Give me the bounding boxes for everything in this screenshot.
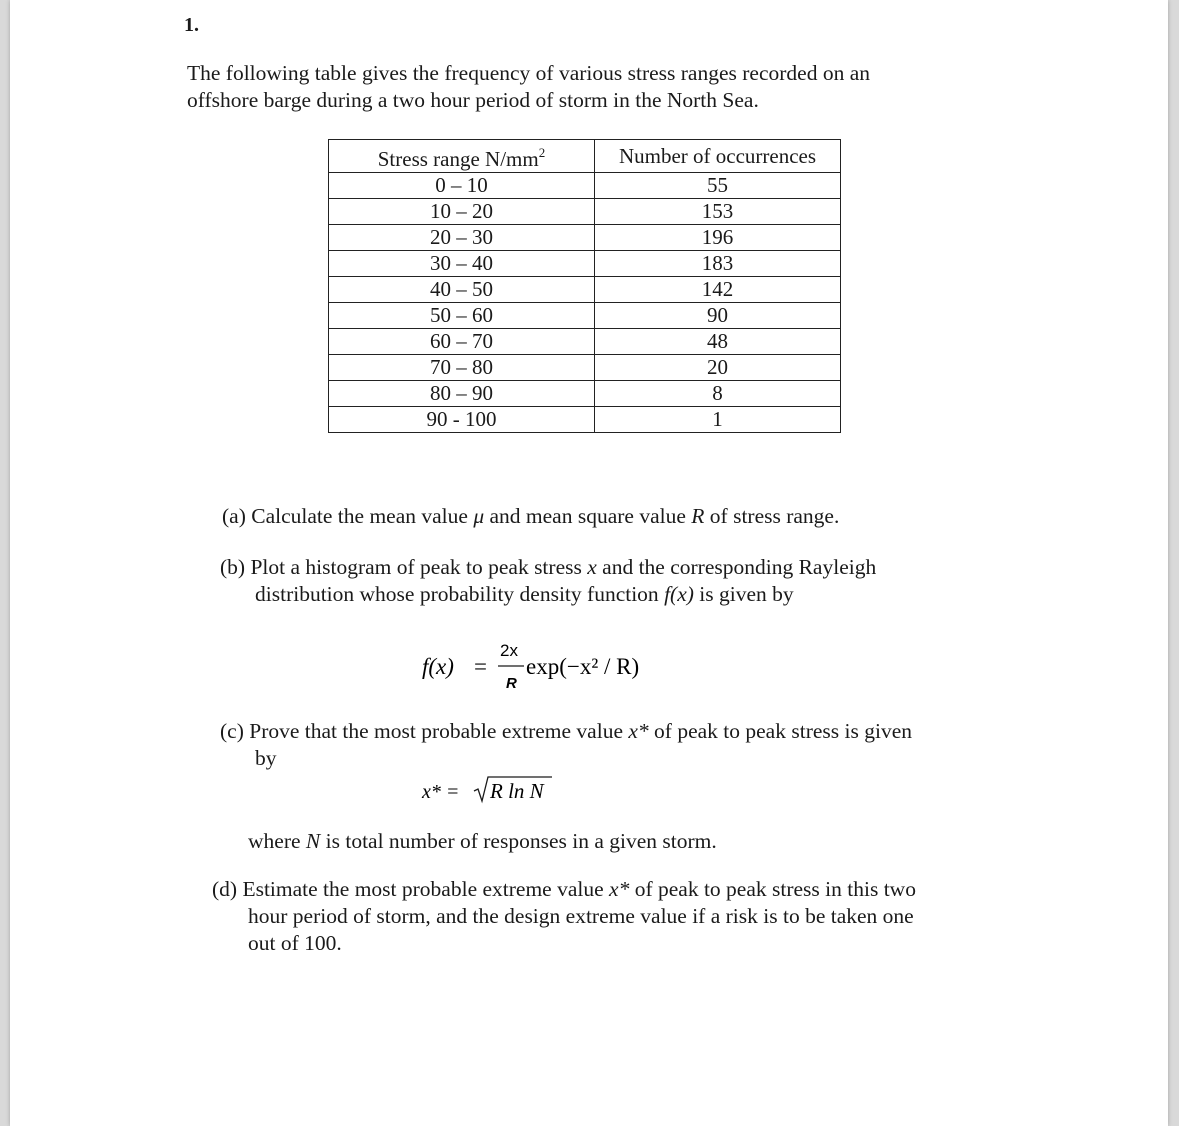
x-star-symbol: x* [628,719,649,743]
occurrence-cell: 1 [595,407,841,433]
stress-range-cell: 20 – 30 [329,225,595,251]
part-b-text-1: Plot a histogram of peak to peak stress [250,555,588,579]
formula-equals: = [474,654,487,679]
occurrence-cell: 142 [595,277,841,303]
intro-line-1: The following table gives the frequency of various stress ranges recorded on an [187,61,870,85]
stress-range-cell: 80 – 90 [329,381,595,407]
part-c-label: (c) [220,719,244,743]
document-page [10,0,1168,1126]
extreme-value-formula [420,773,620,813]
table-row [329,355,841,381]
part-b-line2-text-2: is given by [693,582,794,606]
part-a [222,503,1022,530]
part-c [220,718,1020,772]
part-a-label: (a) [222,504,246,528]
x-symbol: x [587,555,597,579]
r-symbol: R [691,504,705,528]
n-symbol: N [305,829,321,853]
stress-range-cell: 30 – 40 [329,251,595,277]
part-b-line-2 [220,581,1020,608]
x-star-symbol: x* [609,877,630,901]
table-row [329,381,841,407]
intro-line-2: offshore barge during a two hour period of storm in the North Sea. [187,88,759,112]
header-occurrences: Number of occurrences [595,140,841,173]
formula-c-radicand: R ln N [490,779,544,803]
occurrence-cell: 8 [595,381,841,407]
occurrence-cell: 153 [595,199,841,225]
part-c-line-1 [220,718,1020,745]
part-b-line-1 [220,554,1020,581]
stress-range-cell: 60 – 70 [329,329,595,355]
part-d-line-1 [212,876,1012,903]
table-row [329,329,841,355]
occurrence-cell: 90 [595,303,841,329]
part-d-text-1: Estimate the most probable extreme value [242,877,610,901]
stress-range-cell: 50 – 60 [329,303,595,329]
table-row [329,173,841,199]
part-b-line2-text-1: distribution whose probability density function [255,582,665,606]
header-stress-range: Stress range $N/mm^2$ [329,140,595,173]
formula-c-lhs: x* = [422,781,460,803]
table-row [329,407,841,433]
part-c-text-2: of peak to peak stress is given [648,719,912,743]
part-b-label: (b) [220,555,246,579]
part-d-line-2: hour period of storm, and the design extreme value if a risk is to be taken one [248,904,914,928]
stress-range-cell: 10 – 20 [329,199,595,225]
fx-symbol: f(x) [664,582,694,606]
part-a-text-3: of stress range. [704,504,840,528]
rayleigh-pdf-formula [420,636,740,696]
where-text-2: is total number of responses in a given storm. [320,829,717,853]
stress-range-cell: 0 – 10 [329,173,595,199]
part-d-text-2: of peak to peak stress in this two [629,877,916,901]
part-a-text-2: and mean square value [484,504,692,528]
part-d [212,876,1012,957]
formula-lhs: f(x) [422,654,454,679]
question-intro [187,60,987,114]
where-clause [248,828,1048,855]
part-c-line-2: by [255,746,277,770]
table-row [329,225,841,251]
formula-numerator: 2x [500,641,518,660]
table-row [329,251,841,277]
stress-range-cell: 90 - 100 [329,407,595,433]
formula-exp-term: exp(−x² / R) [526,654,640,679]
stress-frequency-table [328,139,841,433]
formula-denominator: R [506,675,517,692]
table-row [329,277,841,303]
part-b [220,554,1020,608]
occurrence-cell: 20 [595,355,841,381]
occurrence-cell: 55 [595,173,841,199]
stress-range-cell: 40 – 50 [329,277,595,303]
table-row [329,199,841,225]
part-c-text-1: Prove that the most probable extreme value [249,719,629,743]
occurrence-cell: 183 [595,251,841,277]
table-row [329,303,841,329]
table-header-row [329,140,841,173]
part-d-line-3: out of 100. [248,931,342,955]
occurrence-cell: 196 [595,225,841,251]
part-a-text-1: Calculate the mean value [251,504,474,528]
question-number: 1. [184,14,199,36]
stress-range-cell: 70 – 80 [329,355,595,381]
occurrence-cell: 48 [595,329,841,355]
part-b-text-2: and the corresponding Rayleigh [596,555,877,579]
mu-symbol: μ [473,504,485,528]
part-d-label: (d) [212,877,238,901]
where-text-1: where [248,829,306,853]
